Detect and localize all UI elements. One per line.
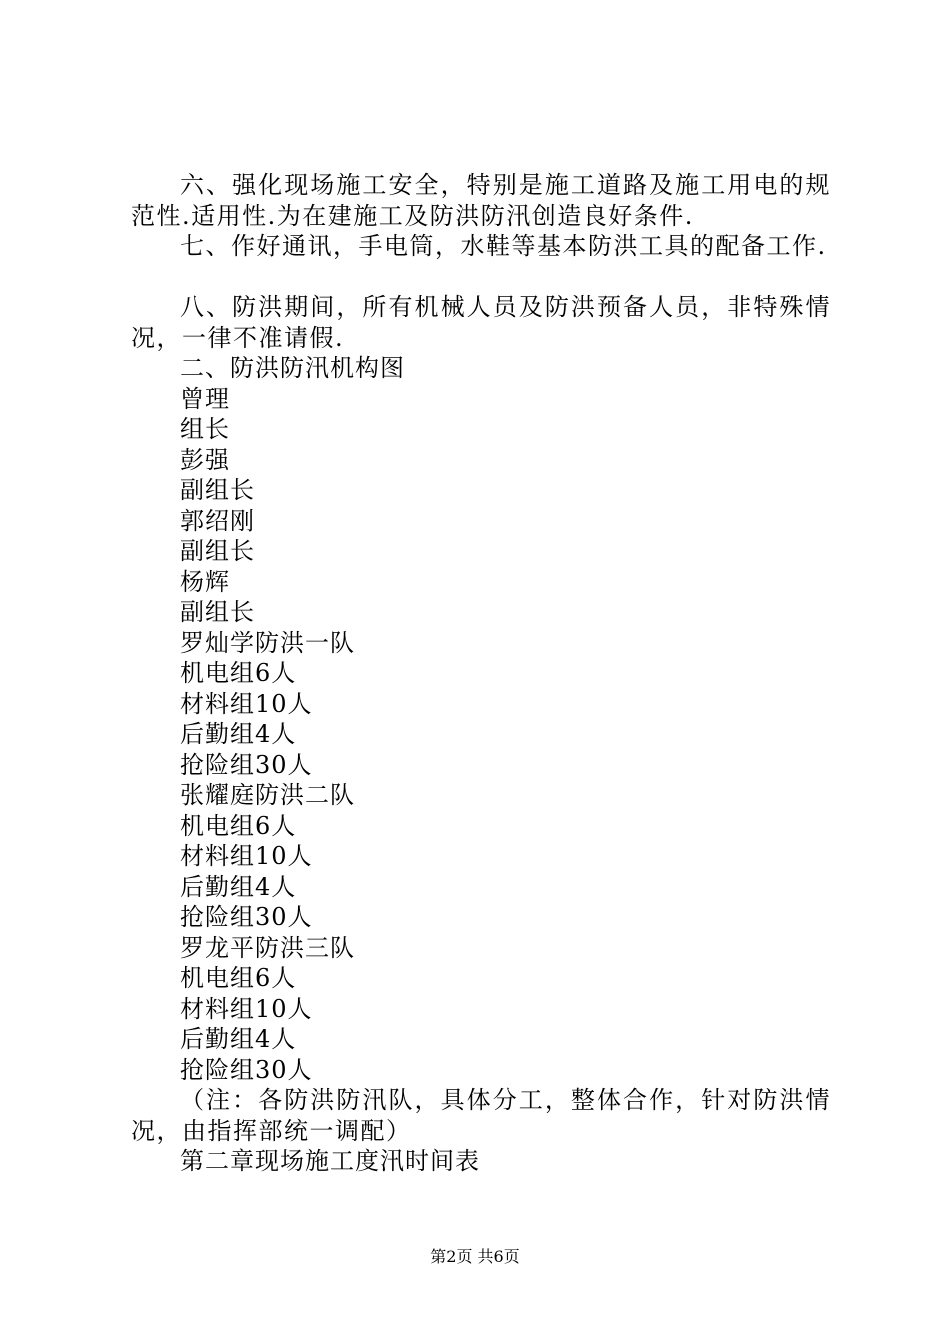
paragraph-6: 六、强化现场施工安全，特别是施工道路及施工用电的规范性.适用性.为在建施工及防洪防汛创造良好条件. <box>131 171 831 230</box>
org-chart-line: 抢险组30人 <box>180 903 313 931</box>
org-chart-line: 罗龙平防洪三队 <box>180 933 355 962</box>
org-chart-line: 机电组6人 <box>180 659 297 687</box>
org-chart-line: 副组长 <box>180 598 255 626</box>
org-chart-line: 后勤组4人 <box>180 1025 297 1053</box>
org-chart-line: 郭绍刚 <box>180 506 255 535</box>
org-chart-line: 杨辉 <box>180 567 230 596</box>
paragraph-spacer <box>131 262 831 293</box>
org-chart-line: 张耀庭防洪二队 <box>180 781 355 809</box>
org-chart-line: 抢险组30人 <box>180 1055 313 1084</box>
document-body <box>131 170 831 1177</box>
paragraph-8: 八、防洪期间，所有机械人员及防洪预备人员，非特殊情况，一律不准请假. <box>131 293 831 352</box>
note-paragraph: （注：各防洪防汛队，具体分工，整体合作，针对防洪情况，由指挥部统一调配） <box>131 1086 831 1145</box>
org-chart-line: 曾理 <box>180 384 230 413</box>
paragraph-7: 七、作好通讯，手电筒，水鞋等基本防洪工具的配备工作. <box>180 232 827 260</box>
org-chart-line: 机电组6人 <box>180 964 297 992</box>
org-chart-line: 组长 <box>180 415 230 443</box>
org-chart-line: 材料组10人 <box>180 994 313 1023</box>
org-chart-line: 副组长 <box>180 537 255 565</box>
org-chart-line: 彭强 <box>180 445 230 474</box>
org-chart-line: 后勤组4人 <box>180 720 297 748</box>
org-chart-line: 材料组10人 <box>180 842 313 870</box>
org-chart-line: 后勤组4人 <box>180 872 297 901</box>
org-chart-line: 材料组10人 <box>180 689 313 718</box>
org-chart-list <box>131 384 831 1086</box>
org-chart-line: 抢险组30人 <box>180 750 313 779</box>
org-chart-line: 机电组6人 <box>180 811 297 840</box>
chapter-title: 第二章现场施工度汛时间表 <box>180 1147 480 1175</box>
org-chart-line: 副组长 <box>180 476 255 504</box>
section-title: 二、防洪防汛机构图 <box>180 354 405 382</box>
page-footer: 第2页 共6页 <box>430 1247 520 1266</box>
org-chart-line: 罗灿学防洪一队 <box>180 628 355 657</box>
